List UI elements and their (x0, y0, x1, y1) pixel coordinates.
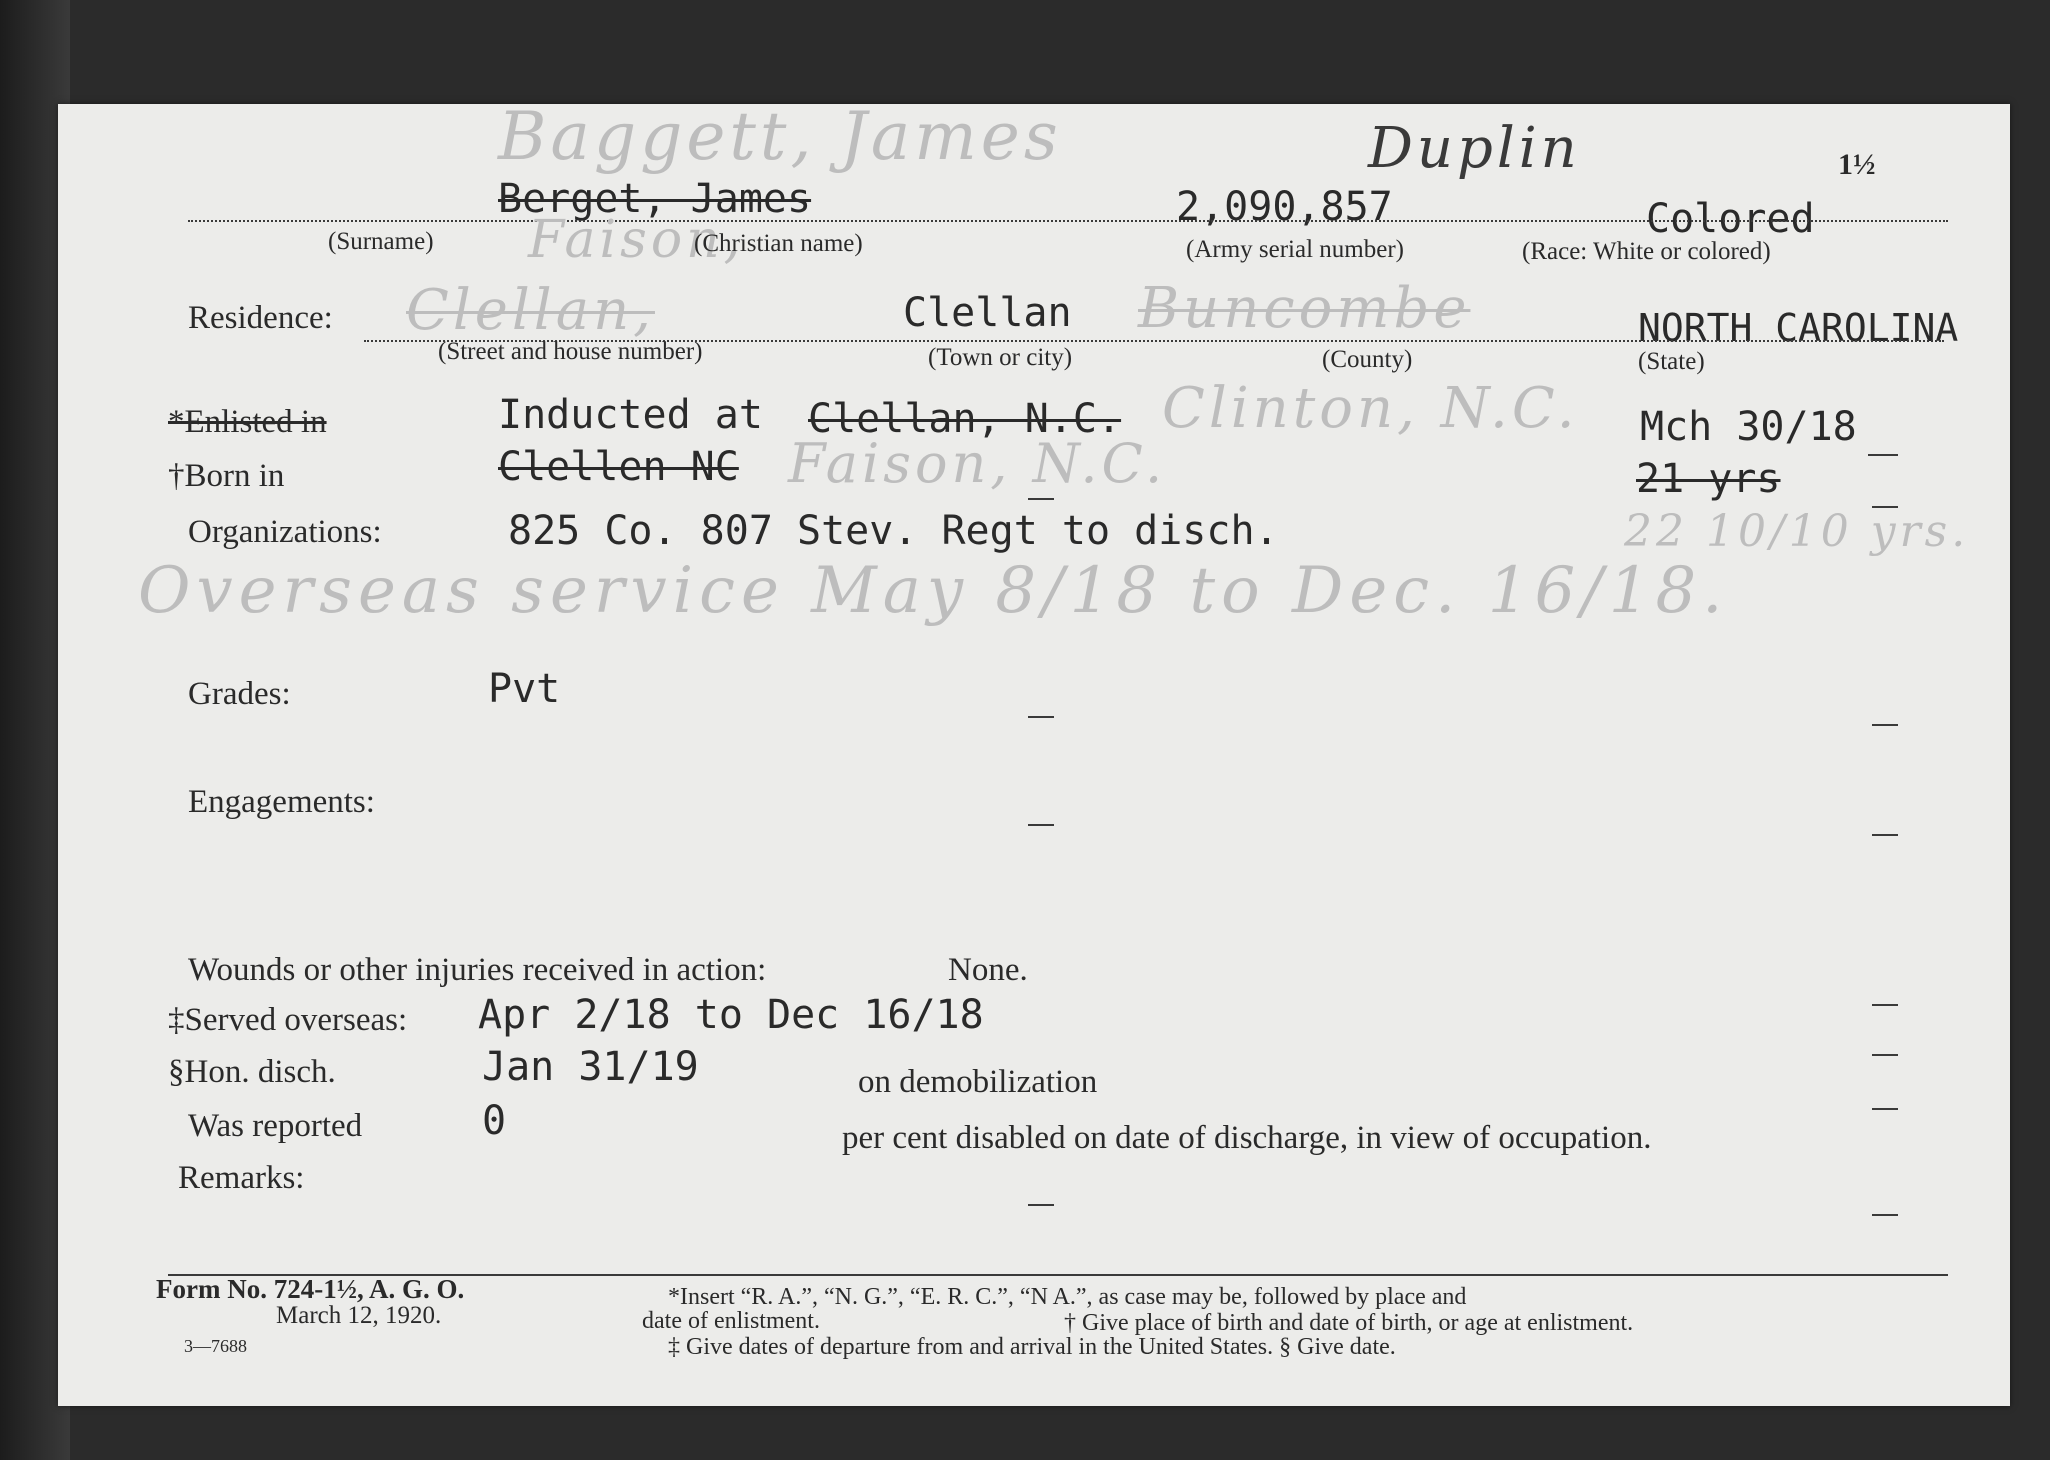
born-label: †Born in (168, 458, 285, 494)
remarks-mid-dash (1028, 1204, 1054, 1206)
name-rule (188, 220, 1948, 222)
wounds-value: None. (948, 952, 1028, 988)
footnote-1b: date of enlistment. (642, 1308, 820, 1334)
organizations-value: 825 Co. 807 Stev. Regt to disch. (508, 508, 1279, 554)
form-number: Form No. 724-1½, A. G. O. (156, 1274, 465, 1304)
remarks-label: Remarks: (178, 1160, 305, 1196)
enlisted-prefix: Inducted at (498, 392, 763, 438)
state-caption: (State) (1638, 348, 1705, 375)
handwritten-faison-header: Faison, (528, 210, 745, 270)
enlisted-handwritten: Clinton, N.C. (1162, 376, 1579, 441)
serial-caption: (Army serial number) (1186, 236, 1404, 263)
hon-disch-value: Jan 31/19 (482, 1044, 699, 1090)
engagements-mid-dash (1028, 824, 1054, 826)
footnote-1a: *Insert “R. A.”, “N. G.”, “E. R. C.”, “N A.”, as case may be, followed by place and (668, 1284, 1467, 1310)
born-mid-dash (1028, 498, 1054, 500)
residence-label: Residence: (188, 300, 333, 336)
born-dash (1872, 506, 1898, 508)
engagements-label: Engagements: (188, 784, 375, 820)
county-caption: (County) (1322, 346, 1413, 373)
footnote-2: † Give place of birth and date of birth, or age at enlistment. (1064, 1310, 1634, 1336)
footnote-3: ‡ Give dates of departure from and arrival in the United States. § Give date. (668, 1334, 1396, 1360)
overseas-handwritten-note: Overseas service May 8/18 to Dec. 16/18. (138, 554, 1729, 628)
form-fraction: 1½ (1838, 148, 1876, 181)
street-caption: (Street and house number) (438, 338, 703, 365)
grades-right-dash (1872, 724, 1898, 726)
served-overseas-dash (1872, 1004, 1898, 1006)
typed-name: Berget, James (498, 176, 812, 222)
reported-note: per cent disabled on date of discharge, in view of occupation. (842, 1120, 1652, 1156)
grades-value: Pvt (488, 666, 561, 712)
grades-label: Grades: (188, 676, 291, 712)
hon-disch-note: on demobilization (858, 1064, 1098, 1100)
town-caption: (Town or city) (928, 344, 1073, 371)
race-caption: (Race: White or colored) (1522, 238, 1771, 265)
form-date: March 12, 1920. (276, 1302, 442, 1329)
town-value: Clellan (903, 290, 1072, 336)
served-overseas-label: ‡Served overseas: (168, 1002, 408, 1038)
served-overseas-value: Apr 2/18 to Dec 16/18 (478, 992, 984, 1038)
enlisted-date-rule (1868, 454, 1898, 456)
born-age-struck: 21 yrs (1636, 456, 1781, 502)
handwritten-county: Duplin (1368, 116, 1581, 181)
grades-mid-dash (1028, 716, 1054, 718)
engagements-right-dash (1872, 834, 1898, 836)
service-record-card (58, 98, 2010, 1406)
reported-label: Was reported (188, 1108, 363, 1144)
handwritten-name: Baggett, James (498, 98, 1062, 175)
born-struck: Clellen NC (498, 444, 739, 490)
reported-value: 0 (482, 1098, 507, 1144)
print-code: 3—7688 (184, 1336, 247, 1356)
wounds-label: Wounds or other injuries received in action: (188, 952, 767, 988)
born-age-handwritten: 22 10/10 yrs. (1624, 506, 1970, 557)
street-struck: Clellan, (406, 278, 655, 343)
reported-dash (1872, 1108, 1898, 1110)
serial-number: 2,090,857 (1176, 184, 1393, 230)
organizations-label: Organizations: (188, 514, 382, 550)
enlisted-date: Mch 30/18 (1640, 404, 1857, 450)
county-struck: Buncombe (1138, 276, 1471, 341)
christian-name-caption: (Christian name) (694, 230, 863, 257)
hon-disch-dash (1872, 1054, 1898, 1056)
remarks-right-dash (1872, 1214, 1898, 1216)
state-value: NORTH CAROLINA (1638, 306, 1959, 350)
hon-disch-label: §Hon. disch. (168, 1054, 336, 1090)
race-value: Colored (1646, 196, 1815, 242)
born-handwritten: Faison, N.C. (788, 432, 1167, 495)
enlisted-label: *Enlisted in (168, 404, 327, 440)
surname-caption: (Surname) (328, 228, 434, 255)
enlisted-struck: Clellan, N.C. (808, 396, 1122, 442)
